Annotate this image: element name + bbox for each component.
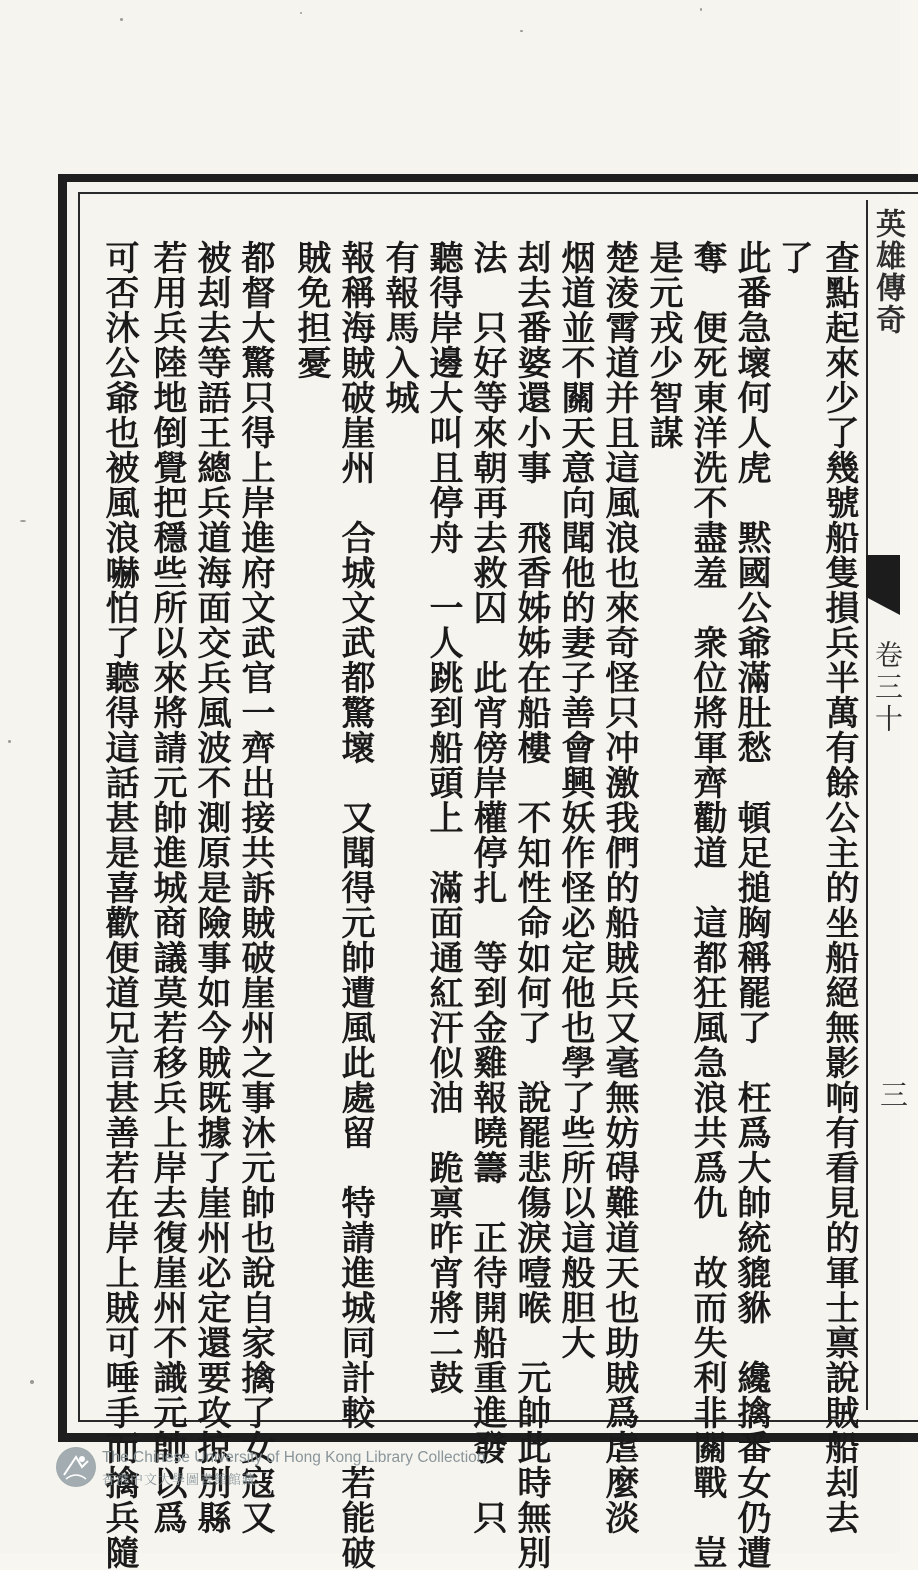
- paper-speck: [8, 740, 11, 743]
- paper-speck: [300, 12, 302, 14]
- text-column-6: 楚淩霄道并且這風浪也來奇怪只冲激我們的船賊兵又毫無妨碍難道天也助賊爲虐麼淡: [599, 240, 639, 1535]
- paper-speck: [520, 30, 523, 32]
- chapter-number: 卷三十: [871, 640, 904, 736]
- text-column-2: 了: [773, 240, 813, 275]
- text-column-8: 刦去番婆還小事 飛香姊姊在船樓 不知性命如何了 說罷悲傷淚噎喉 元帥此時無別: [511, 240, 551, 1570]
- text-column-12: 報稱海賊破崖州 合城文武都驚壞 又聞得元帥遭風此處留 特請進城同計較 若能破: [335, 240, 375, 1570]
- text-column-13: 賊免担憂: [291, 240, 331, 380]
- text-column-15: 被刦去等語王總兵道海面交兵風波不測原是險事如今賊既據了崖州必定還要攻掠別縣: [191, 240, 231, 1535]
- library-name-english: The Chinese University of Hong Kong Library Collection: [102, 1449, 486, 1466]
- paper-speck: [120, 18, 123, 21]
- text-column-14: 都督大驚只得上岸進府文武官一齊出接共訴賊破崖州之事沐元帥也說自家擒了女寇又: [235, 240, 275, 1535]
- text-column-4: 奪 便死東洋洗不盡羞 衆位將軍齊勸道 這都狂風急浪共爲仇 故而失利非關戰 豈: [687, 240, 727, 1570]
- library-logo-icon: [56, 1447, 96, 1487]
- paper-speck: [700, 8, 702, 11]
- text-column-1: 查點起來少了幾號船隻損兵半萬有餘公主的坐船絕無影响有看見的軍士禀說賊船刦去: [819, 240, 859, 1535]
- text-column-11: 有報馬入城: [379, 240, 419, 415]
- text-column-17: 可否沐公爺也被風浪嚇怕了聽得這話甚是喜歡便道兄言甚善若在岸上賊可唾手而擒兵隨: [99, 240, 139, 1570]
- text-column-3: 此番急壞何人虎 黙國公爺滿肚愁 頓足搥胸稱罷了 枉爲大帥統貔貅 纔擒番女仍遭: [731, 240, 771, 1570]
- library-name-chinese: 香港中文大學圖書館館藏: [102, 1473, 257, 1488]
- book-title: 英雄傳奇: [870, 208, 905, 336]
- paper-speck: [30, 1380, 34, 1384]
- text-column-9: 法 只好等來朝再去救囚 此宵傍岸權停扎 等到金雞報曉籌 正待開船重進發 只: [467, 240, 507, 1535]
- library-watermark: [56, 1447, 616, 1491]
- text-column-7: 烟道並不關天意向聞他的妻子善會興妖作怪必定他也學了些所以這般胆大: [555, 240, 595, 1360]
- margin-title-column: [866, 200, 905, 1410]
- text-column-16: 若用兵陸地倒覺把穩些所以來將請元帥進城商議莫若移兵上岸去復崖州不識元帥以爲: [147, 240, 187, 1535]
- text-column-10: 聽得岸邊大叫且停舟 一人跳到船頭上 滿面通紅汗似油 跪禀昨宵將二鼓: [423, 240, 463, 1395]
- page-number: 三: [876, 1080, 909, 1108]
- paper-speck: [20, 520, 26, 522]
- text-column-5: 是元戎少智謀: [643, 240, 683, 450]
